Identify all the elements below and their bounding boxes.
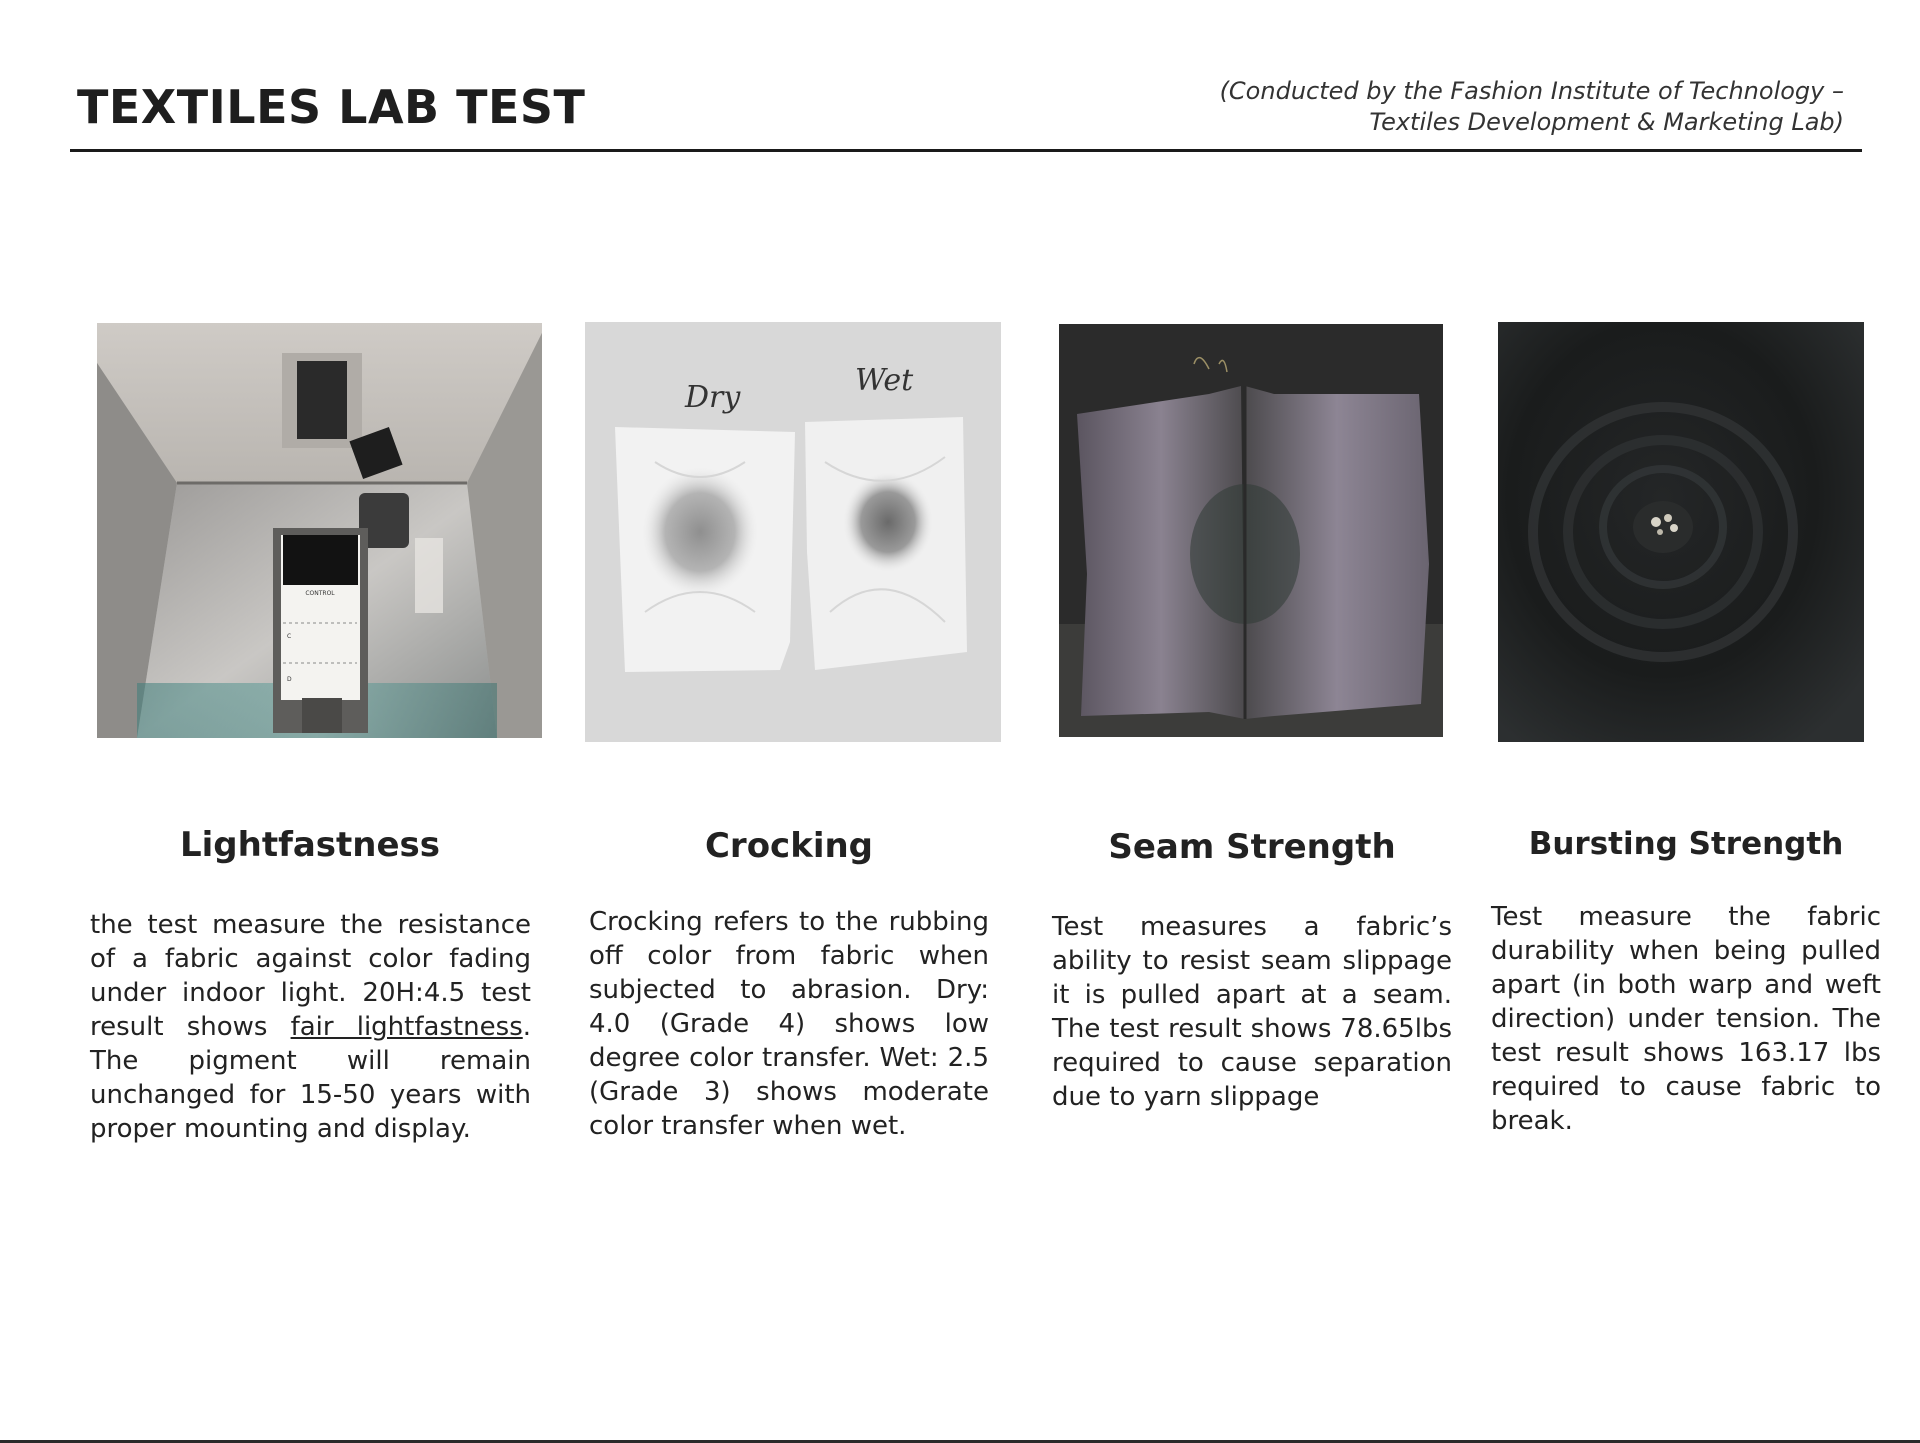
crocking-title: Crocking [704,826,874,866]
lightfastness-result-link: fair lightfastness [290,1012,523,1042]
lightfastness-chamber-photo-icon [97,323,542,738]
photo-d-label: D [287,676,292,683]
lightfastness-text-part-2: . The pigment will remain unchanged for 15-50 years with proper mounting and display. [90,1012,531,1144]
lightfastness-text-part-1: the test measure the resistance of a fabric against color fading under indoor light. 20H:4.5 test result shows [90,910,531,1042]
subtitle-line-2: Textiles Development & Marketing Lab) [1369,108,1844,136]
page-subtitle [1084,76,1844,138]
lightfastness-title: Lightfastness [179,825,441,865]
photo-dry-label: Dry [685,380,741,415]
header-divider [70,149,1862,152]
seam-strength-photo [1059,324,1443,737]
bursting-strength-description: Test measure the fabric durability when being pulled apart (in both warp and weft direction) under tension. The test result shows 163.17 lbs required to cause fabric to break. [1491,902,1881,1136]
crocking-description: Crocking refers to the rubbing off color from fabric when subjected to abrasion. Dry: 4.0 (Grade 4) shows low degree color transfer. Wet: 2.5 (Grade 3) shows moderate color transfer when wet. [589,907,989,1141]
seam-strength-description: Test measures a fabric’s ability to resist seam slippage it is pulled apart at a seam. The test result shows 78.65lbs required to cause separation due to yarn slippage [1052,912,1452,1112]
crocking-photo [585,322,1001,742]
lightfastness-photo [97,323,542,738]
crocking-cloth-photo-icon [585,322,1001,742]
photo-c-label: C [287,633,292,640]
bursting-strength-photo [1498,322,1864,742]
subtitle-line-1: (Conducted by the Fashion Institute of Technology – [1219,77,1844,105]
bursting-strength-title: Bursting Strength [1528,826,1844,862]
page-title: TEXTILES LAB TEST [77,80,586,134]
burst-fabric-photo-icon [1498,322,1864,742]
seam-strength-title: Seam Strength [1108,827,1396,867]
lightfastness-description [90,908,531,1146]
seam-fabric-photo-icon [1059,324,1443,737]
photo-wet-label: Wet [855,363,914,398]
photo-control-label: CONTROL [305,590,335,597]
